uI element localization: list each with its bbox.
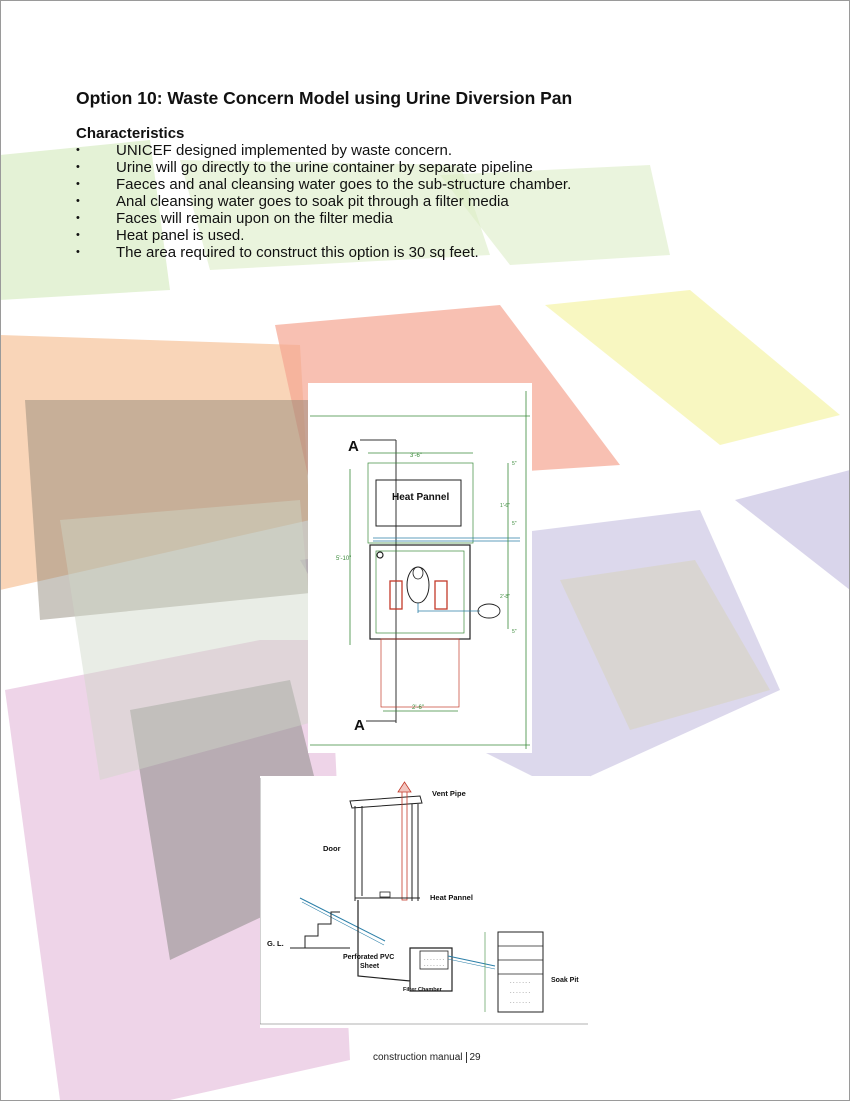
list-item: • Anal cleansing water goes to soak pit through a filter media [76,193,571,210]
section-marker-top: A [348,438,359,455]
heat-panel-label: Heat Pannel [430,893,473,902]
svg-text:· · · · · · ·: · · · · · · · [510,990,530,996]
page-number: 29 [469,1052,481,1064]
perforated-sheet-label: Perforated PVC Sheet [343,954,395,970]
dim-left-height: 5'-10" [336,556,352,562]
urine-diversion-pan [407,567,429,603]
list-item: • Urine will go directly to the urine container by separate pipeline [76,159,571,176]
svg-text:1'-6": 1'-6" [500,503,510,509]
list-item: • Faces will remain upon on the filter media [76,210,571,227]
dim-top-width: 3'-6" [410,453,422,459]
characteristics-list [76,142,571,261]
soak-pit-label: Soak Pit [551,977,579,984]
heat-panel-label: Heat Pannel [392,492,450,503]
vent-pipe [402,790,407,900]
vent-pipe-label: Vent Pipe [432,789,466,798]
dim-bottom-width: 2'-6" [412,705,424,711]
right-foot-rest [435,581,447,609]
svg-text:· · · · · · ·: · · · · · · · [510,1000,530,1006]
list-item: • Faeces and anal cleansing water goes to the sub-structure chamber. [76,176,571,193]
section-drawing [260,776,590,1028]
ground-level-label: G. L. [267,939,284,948]
svg-text:· · · · · · ·: · · · · · · · [510,980,530,986]
plan-drawing [308,383,532,753]
footer-divider [466,1052,467,1063]
page-footer [373,1052,481,1063]
svg-text:5": 5" [512,521,517,527]
svg-text:· · · · · · ·: · · · · · · · [424,957,444,963]
svg-text:5": 5" [512,629,517,635]
footer-label: construction manual [373,1052,463,1064]
svg-text:5": 5" [512,461,517,467]
urine-container [478,604,500,618]
sub-structure-chamber [358,900,452,991]
list-item: • Heat panel is used. [76,227,571,244]
heat-panel-box [376,480,461,526]
filter-chamber-label: Filter Chamber [403,987,442,993]
list-item: • The area required to construct this option is 30 sq feet. [76,244,571,261]
section-marker-bottom: A [354,717,365,734]
steps [292,912,340,948]
characteristics-heading: Characteristics [76,125,185,142]
svg-text:2'-8": 2'-8" [500,594,510,600]
toilet-room-outline [370,545,470,639]
list-item: • UNICEF designed implemented by waste concern. [76,142,571,159]
roof [350,796,422,808]
door-label: Door [323,844,341,853]
page-title: Option 10: Waste Concern Model using Urine Diversion Pan [76,88,573,108]
svg-text:· · · · · · ·: · · · · · · · [424,963,444,969]
